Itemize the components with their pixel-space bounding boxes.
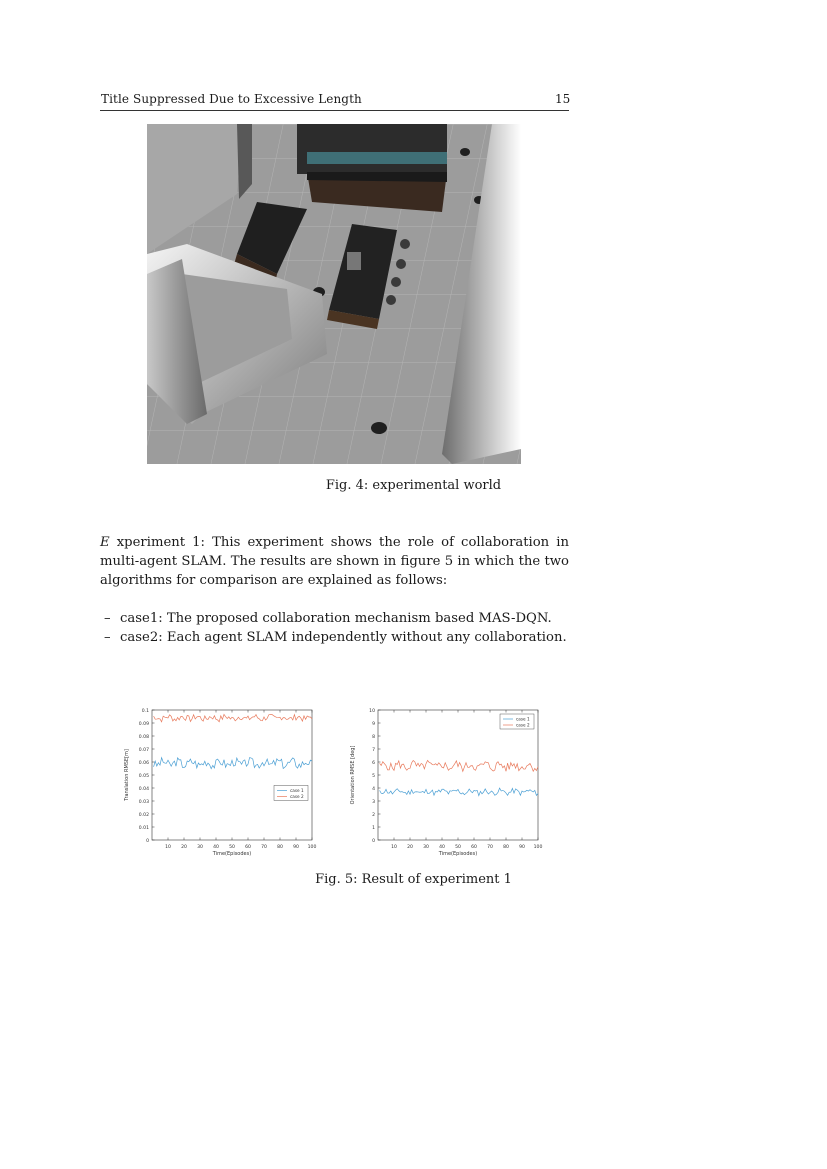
plot-area: [152, 710, 312, 840]
x-tick-label: 40: [439, 845, 445, 850]
bullet-dash: –: [104, 611, 111, 626]
x-tick-label: 90: [519, 845, 525, 850]
figure-4-caption: Fig. 4: experimental world: [325, 478, 502, 493]
x-tick-label: 40: [213, 845, 219, 850]
y-tick-label: 0.08: [138, 734, 149, 740]
x-tick-label: 100: [307, 845, 317, 850]
y-tick-label: 10: [369, 708, 375, 714]
x-tick-label: 20: [181, 845, 187, 850]
x-tick-label: 50: [455, 845, 461, 850]
y-tick-label: 0: [146, 838, 149, 844]
legend-label: case 2: [516, 722, 530, 728]
x-axis-label: Time(Episodes): [212, 851, 252, 857]
y-axis-label: Orientation RMSE [deg]: [350, 745, 356, 805]
y-tick-label: 0.03: [138, 799, 149, 805]
paragraph-text: xperiment 1: This experiment shows the role of collaboration in multi-agent SLAM. The results are shown in figure 5 in which the two algorithms for comparison are explained as follows:: [100, 535, 569, 588]
translation-rmse-plot: [114, 700, 317, 865]
experimental-world-image: [147, 124, 521, 464]
x-tick-label: 20: [407, 845, 413, 850]
running-title: Title Suppressed Due to Excessive Length: [101, 92, 362, 106]
y-tick-label: 5: [372, 773, 375, 779]
legend-label: case 2: [290, 794, 304, 799]
page-number: 15: [555, 92, 571, 106]
x-tick-label: 80: [503, 845, 509, 850]
y-tick-label: 0: [372, 838, 375, 844]
x-tick-label: 30: [423, 845, 429, 850]
orientation-rmse-plot: [340, 700, 543, 865]
y-tick-label: 2: [372, 812, 375, 818]
list-item: [104, 609, 574, 628]
y-tick-label: 7: [372, 747, 375, 753]
y-tick-label: 0.06: [138, 760, 149, 766]
x-tick-label: 30: [197, 845, 203, 850]
bullet-dash: –: [104, 630, 111, 645]
x-tick-label: 50: [229, 845, 235, 850]
y-tick-label: 1: [372, 825, 375, 831]
y-tick-label: 4: [372, 786, 375, 792]
plot-area: [378, 710, 538, 840]
x-tick-label: 60: [245, 845, 251, 850]
experiment-paragraph: [100, 533, 569, 590]
y-tick-label: 0.07: [138, 747, 149, 753]
x-tick-label: 70: [487, 845, 493, 850]
x-tick-label: 60: [471, 845, 477, 850]
y-axis-label: Translation RMSE[m]: [124, 749, 130, 801]
y-tick-label: 8: [372, 734, 375, 740]
legend-label: case 1: [516, 716, 530, 722]
y-tick-label: 9: [372, 721, 375, 727]
bullet-text: case1: The proposed collaboration mechanism based MAS-DQN.: [120, 611, 552, 626]
y-tick-label: 0.01: [138, 825, 149, 831]
legend-label: case 1: [290, 788, 304, 793]
y-tick-label: 0.04: [138, 786, 149, 792]
y-tick-label: 6: [372, 760, 375, 766]
bullet-text: case2: Each agent SLAM independently without any collaboration.: [120, 630, 567, 645]
y-tick-label: 0.09: [138, 721, 149, 727]
y-tick-label: 3: [372, 799, 375, 805]
x-tick-label: 90: [293, 845, 299, 850]
case-list: [104, 609, 574, 647]
y-tick-label: 0.02: [138, 812, 149, 818]
y-tick-label: 0.05: [138, 773, 149, 779]
x-tick-label: 10: [165, 845, 171, 850]
header-rule: [100, 110, 569, 111]
x-tick-label: 100: [533, 845, 543, 850]
list-item: [104, 628, 574, 647]
lead-letter: E: [100, 535, 110, 550]
x-axis-label: Time(Episodes): [438, 851, 478, 857]
x-tick-label: 10: [391, 845, 397, 850]
orientation-rmse-chart: [340, 700, 543, 865]
x-tick-label: 80: [277, 845, 283, 850]
figure-5-caption: Fig. 5: Result of experiment 1: [315, 872, 512, 887]
x-tick-label: 70: [261, 845, 267, 850]
y-tick-label: 0.1: [141, 708, 149, 714]
translation-rmse-chart: [114, 700, 317, 865]
